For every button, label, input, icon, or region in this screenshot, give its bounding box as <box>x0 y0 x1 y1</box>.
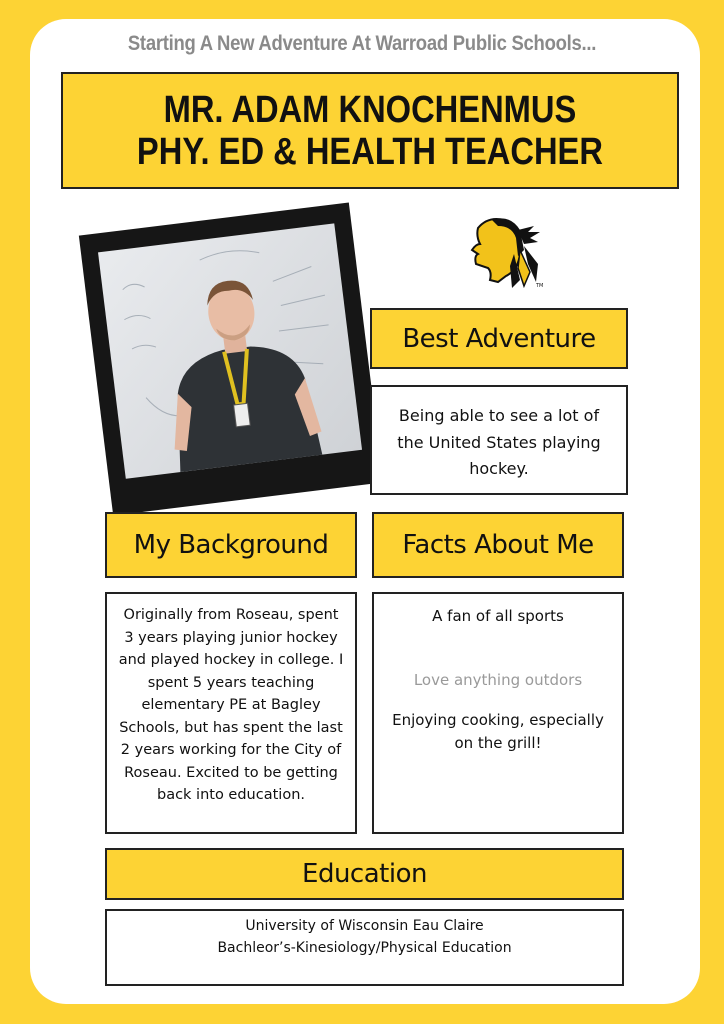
education-box <box>105 909 624 986</box>
title-banner <box>61 72 679 189</box>
teacher-role: PHY. ED & HEALTH TEACHER <box>136 130 604 173</box>
best-adventure-box <box>370 385 628 495</box>
trademark-mark: TM <box>536 283 544 289</box>
background-text: Originally from Roseau, spent 3 years playing junior hockey and played hockey in college. I spent 5 years teaching elementary PE at Bagley Schools, but has spent the last 2 years working for the City of Roseau. Excited to be getting back into education. <box>118 607 344 803</box>
education-heading: Education <box>105 848 624 900</box>
education-school: University of Wisconsin Eau Claire <box>245 918 484 934</box>
fact-item: Love anything outdors <box>413 671 583 689</box>
best-adventure-heading: Best Adventure <box>370 308 628 369</box>
facts-box <box>372 592 624 834</box>
polaroid-frame <box>79 202 383 515</box>
teacher-name: MR. ADAM KNOCHENMUS <box>163 88 577 131</box>
facts-about-me-heading: Facts About Me <box>372 512 624 578</box>
my-background-heading: My Background <box>105 512 357 578</box>
education-degree: Bachleor’s-Kinesiology/Physical Education <box>217 940 512 956</box>
tagline: Starting A New Adventure At Warroad Public Schools... <box>127 32 597 55</box>
fact-item: A fan of all sports <box>432 607 564 625</box>
background-box <box>105 592 357 834</box>
best-adventure-text: Being able to see a lot of the United States playing hockey. <box>397 406 601 478</box>
fact-item: Enjoying cooking, especially on the grill! <box>392 711 604 752</box>
warrior-head-logo-icon <box>458 210 542 288</box>
teacher-photo <box>98 223 362 478</box>
